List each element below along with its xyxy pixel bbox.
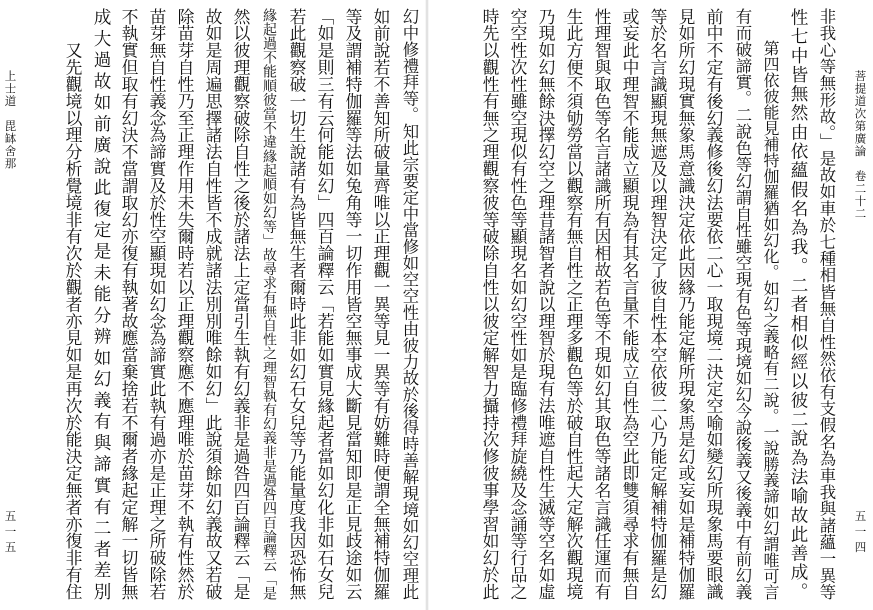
text-column: 緣起過不能順彼當不違緣起順如幻等」故尋求有無自性之理智執有幻義非是過咎四百論釋云「是 <box>261 8 277 600</box>
text-column: 又先觀境以理分析覺境非有次於觀者亦見如是再次於能決定無者亦復非有住 <box>63 8 83 600</box>
text-column: 成大過故如前廣說此復定是未能分辨如幻義有與諦實有二者差別 <box>91 8 111 600</box>
left-page-header: 上士道 毘缽舍那 <box>3 70 18 170</box>
text-column: 乃現如幻無餘決擇幻空之理昔諸智者說以理智於現有法唯遮自性生滅等空名如虛 <box>536 8 556 600</box>
right-page-number: 五一四 <box>853 510 868 557</box>
text-column: 「如是則三有云何能如幻」四百論釋云「若能如實見緣起者當如幻化非如石女兒 <box>315 8 335 600</box>
text-column: 空空性次性雖空現似有性色等顯現名如幻空性如是臨修禮拜旋繞及念誦等行品之 <box>508 8 528 600</box>
text-column: 時先以觀性有無之理觀察彼等破除自性以彼定解智力攝持次修彼事學習如幻於此 <box>480 8 500 600</box>
text-column: 生此方便不須劬勞當以觀察有無自性之正理多觀色等於破自性起大定解次觀現境 <box>564 8 584 600</box>
text-column: 故如是周遍思擇諸法自性皆不成就諸法別別唯餘如幻」此說須餘如幻義故又若破 <box>203 8 223 600</box>
right-page <box>429 0 873 610</box>
text-column: 性理智與取色等名言諸識所有因相故若色等不現如幻其取色等諸名言識任運而有 <box>592 8 612 600</box>
right-page-header: 菩提道次第廣論 卷二十二 <box>853 70 868 220</box>
text-column: 不執實但取有幻決不當謂取幻亦復有執著故應當棄捨若不爾者緣起定解一切皆無 <box>119 8 139 600</box>
text-column: 等及謂補特伽羅等法如兔角等一切作用皆空無事成大斷見當知即是正見歧途如云 <box>343 8 363 600</box>
text-column: 第四依彼能見補特伽羅猶如幻化。如幻之義略有二說。一說勝義諦如幻謂唯可言 <box>761 8 780 600</box>
text-column: 幻中修禮拜等。知此宗要定中當修如空空性由彼力故於後得時善解現境如幻空理此 <box>400 8 419 600</box>
text-column: 苗芽無自性義念為諦實及於性空顯現如幻念為諦實此執有過亦是正理之所破除若 <box>147 8 167 600</box>
text-column: 如前說若不善知所破量齊唯以正理觀一異等見一異等有妨難時便謂全無補特伽羅 <box>371 8 391 600</box>
text-column: 等於名言識顯現無遮及以理智決定了彼自性本空依彼二心乃能定解補特伽羅是幻 <box>648 8 668 600</box>
text-column: 性七中皆無然由依蘊假名為我。二者相似經以彼二說為法喻故此善成。 <box>788 8 808 600</box>
text-column: 或妄此中理智不能成立顯現為有其名言量不能成立自性為空此即雙須尋求有無自 <box>620 8 640 600</box>
left-page-number: 五一五 <box>3 510 18 557</box>
text-column: 非我心等無形故。」是故如車於七種相皆無自性然依有支假名為車我與諸蘊一異等 <box>817 8 836 600</box>
text-column: 有而破諦實。二說色等幻謂自性雖空現有色等現境如幻今說後義又後義中有前幻義 <box>733 8 752 600</box>
text-column: 若此觀察破一切生說諸有為皆無生者爾時此非如幻石女兒等乃能量度我因恐怖無 <box>287 8 307 600</box>
text-column: 然以彼理觀察破除自性之後於諸法上定當引生執有幻義非是過咎四百論釋云「是 <box>231 8 251 600</box>
text-column: 前中不定有後幻義修後幻法要依二心一取現境二決定空喻如變幻所現象馬要眼識 <box>704 8 724 600</box>
text-column: 見如所幻現實無象馬意識決定依此因緣乃能定解所現象馬是幻或妄如是補特伽羅 <box>676 8 696 600</box>
left-page <box>0 0 425 610</box>
text-column: 除苗芽自性乃至正理作用未失爾時若以正理觀察應不應理唯於苗芽不執有性然於 <box>175 8 195 600</box>
